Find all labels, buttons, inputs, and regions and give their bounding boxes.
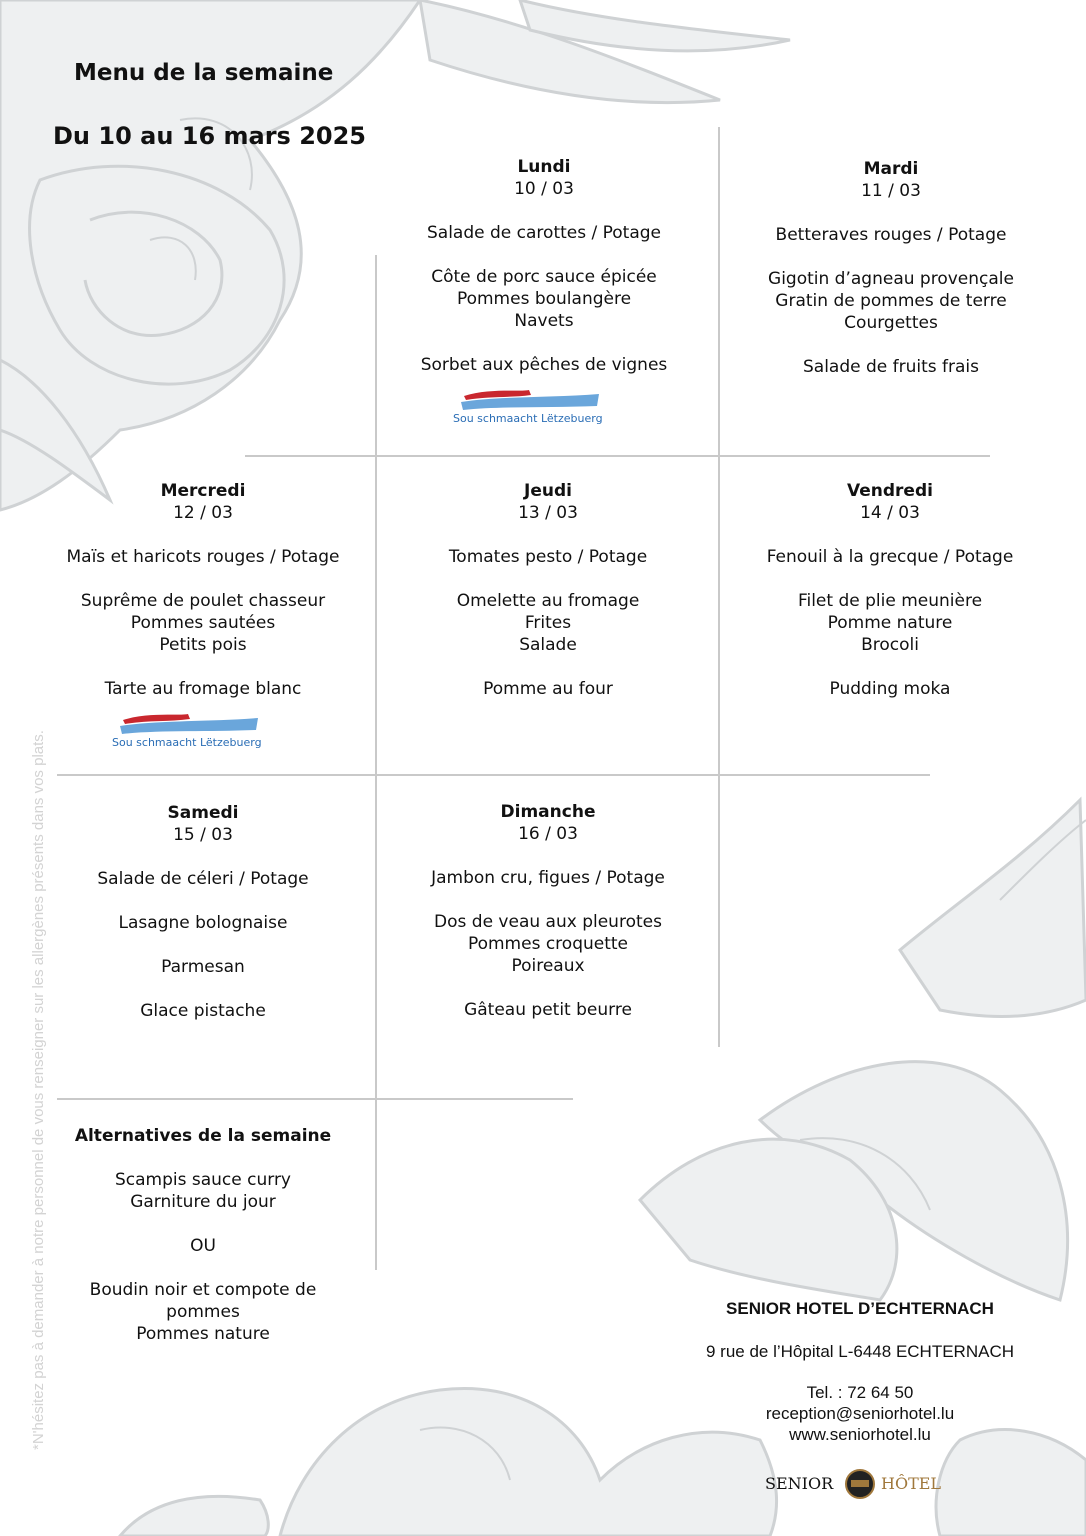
dessert: Salade de fruits frais xyxy=(802,357,980,377)
menu-day-monday xyxy=(384,156,704,428)
starter: Tomates pesto / Potage xyxy=(448,547,648,567)
day-name: Dimanche xyxy=(500,802,596,822)
senior-hotel-logo xyxy=(765,1463,955,1503)
logo-right-text: HÔTEL xyxy=(881,1474,942,1493)
dessert: Glace pistache xyxy=(140,1001,266,1021)
page-subtitle: Du 10 au 16 mars 2025 xyxy=(53,122,366,150)
dessert: Tarte au fromage blanc xyxy=(104,679,302,699)
side-dish: Courgettes xyxy=(844,313,938,333)
main-dish: Gigotin d’agneau provençale xyxy=(768,269,1014,289)
main-dish: Filet de plie meunière xyxy=(797,591,983,611)
menu-day-wednesday xyxy=(43,480,363,752)
alternative-dish: Boudin noir et compote de xyxy=(89,1280,317,1300)
main-dish: Suprême de poulet chasseur xyxy=(80,591,326,611)
day-name: Mercredi xyxy=(160,481,246,501)
dessert: Pomme au four xyxy=(483,679,613,699)
side-dish: Pommes sautées xyxy=(130,613,276,633)
hotel-website[interactable]: www.seniorhotel.lu xyxy=(789,1425,931,1444)
menu-day-thursday xyxy=(388,480,708,700)
alternative-side: Pommes nature xyxy=(136,1324,270,1344)
day-name: Vendredi xyxy=(847,481,933,501)
side-dish: Gratin de pommes de terre xyxy=(775,291,1007,311)
dessert: Sorbet aux pêches de vignes xyxy=(420,355,668,375)
hotel-address: 9 rue de l’Hôpital L-6448 ECHTERNACH xyxy=(705,1342,1015,1361)
alternative-side: Garniture du jour xyxy=(130,1192,276,1212)
main-dish: Côte de porc sauce épicée xyxy=(431,267,657,287)
alternative-dish: Scampis sauce curry xyxy=(114,1170,291,1190)
hotel-contact xyxy=(660,1298,1060,1503)
day-date: 13 / 03 xyxy=(518,503,578,523)
side-dish: Frites xyxy=(524,613,572,633)
main-dish: Omelette au fromage xyxy=(456,591,640,611)
label-text: Sou schmaacht Lëtzebuerg xyxy=(453,412,603,425)
side-dish: Brocoli xyxy=(861,635,919,655)
weekly-alternatives xyxy=(43,1125,363,1345)
starter: Fenouil à la grecque / Potage xyxy=(766,547,1014,567)
side-dish: Poireaux xyxy=(511,956,585,976)
menu-day-tuesday xyxy=(731,158,1051,378)
starter: Betteraves rouges / Potage xyxy=(775,225,1007,245)
label-text: Sou schmaacht Lëtzebuerg xyxy=(112,736,262,749)
hotel-name: SENIOR HOTEL D’ECHTERNACH xyxy=(726,1299,994,1318)
alternatives-separator: OU xyxy=(190,1236,216,1256)
starter: Salade de céleri / Potage xyxy=(97,869,309,889)
menu-day-friday xyxy=(730,480,1050,700)
allergen-note: *N'hésitez pas à demander à notre personnel de vous renseigner sur les allergènes présents dans vos plats. xyxy=(30,730,47,1450)
hotel-phone: Tel. : 72 64 50 xyxy=(806,1383,914,1402)
side-dish: Navets xyxy=(514,311,574,331)
main-dish: Dos de veau aux pleurotes xyxy=(434,912,662,932)
starter: Maïs et haricots rouges / Potage xyxy=(66,547,340,567)
grid-divider xyxy=(245,455,990,457)
day-name: Mardi xyxy=(863,159,919,179)
main-dish: Lasagne bolognaise xyxy=(118,913,288,933)
day-name: Lundi xyxy=(517,157,571,177)
day-date: 10 / 03 xyxy=(514,179,574,199)
side-dish: Petits pois xyxy=(159,635,247,655)
starter: Salade de carottes / Potage xyxy=(427,223,661,243)
day-date: 15 / 03 xyxy=(173,825,233,845)
day-date: 16 / 03 xyxy=(518,824,578,844)
page-title: Menu de la semaine xyxy=(74,60,334,86)
side-dish: Pommes boulangère xyxy=(456,289,632,309)
grid-divider xyxy=(57,1098,573,1100)
alternatives-title: Alternatives de la semaine xyxy=(74,1126,332,1146)
side-dish: Parmesan xyxy=(161,957,245,977)
logo-left-text: SENIOR xyxy=(765,1474,834,1493)
alternative-dish: pommes xyxy=(166,1302,240,1322)
side-dish: Salade xyxy=(519,635,577,655)
dessert: Gâteau petit beurre xyxy=(464,1000,632,1020)
menu-day-sunday xyxy=(388,801,708,1021)
sou-schmaacht-letzebuerg-logo xyxy=(449,386,639,428)
day-name: Jeudi xyxy=(524,481,572,501)
menu-day-saturday xyxy=(43,802,363,1022)
day-date: 14 / 03 xyxy=(860,503,920,523)
grid-divider xyxy=(375,255,377,1270)
grid-divider xyxy=(718,127,720,1047)
dessert: Pudding moka xyxy=(829,679,951,699)
hotel-email[interactable]: reception@seniorhotel.lu xyxy=(765,1404,955,1423)
side-dish: Pomme nature xyxy=(827,613,953,633)
starter: Jambon cru, figues / Potage xyxy=(431,868,665,888)
sou-schmaacht-letzebuerg-logo xyxy=(108,710,298,752)
grid-divider xyxy=(57,774,930,776)
day-date: 12 / 03 xyxy=(173,503,233,523)
day-name: Samedi xyxy=(167,803,239,823)
day-date: 11 / 03 xyxy=(861,181,921,201)
side-dish: Pommes croquette xyxy=(467,934,629,954)
